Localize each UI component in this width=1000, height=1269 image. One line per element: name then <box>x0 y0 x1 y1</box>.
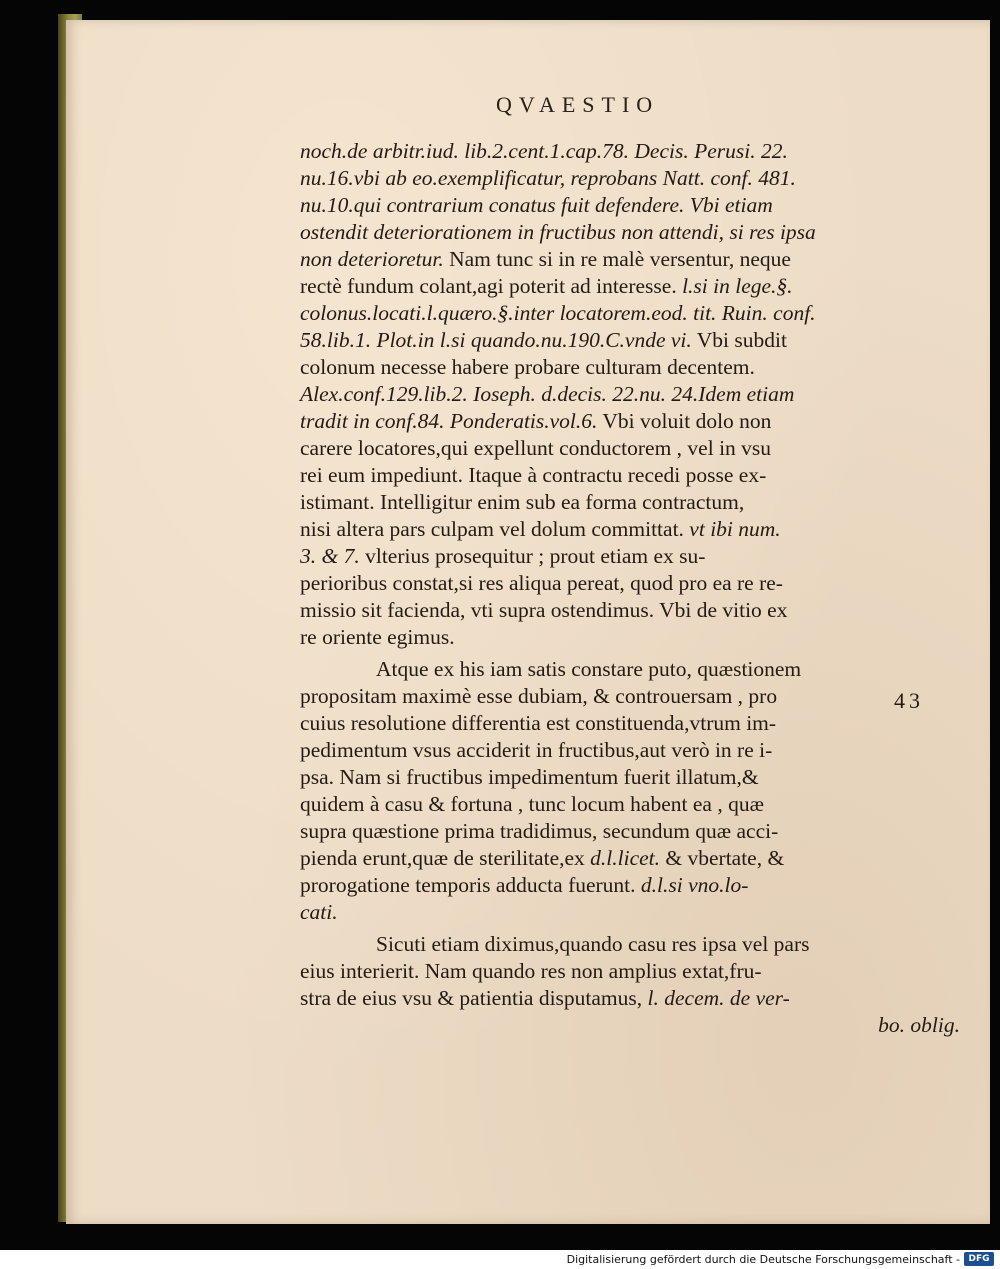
text-block <box>300 138 960 1039</box>
text-line <box>300 764 960 791</box>
running-header: QVAESTIO <box>496 92 660 117</box>
text-line <box>300 791 960 818</box>
body-text: rei eum impediunt. Itaque à contractu recedi posse ex- <box>300 463 767 487</box>
text-line <box>300 570 960 597</box>
citation-text: bo. oblig. <box>878 1013 960 1037</box>
text-line <box>300 818 960 845</box>
citation-text: tradit in conf.84. Ponderatis.vol.6. <box>300 409 598 433</box>
body-text: rectè fundum colant,agi poterit ad interesse. <box>300 274 683 298</box>
body-text: psa. Nam si fructibus impedimentum fuerit illatum,& <box>300 765 759 789</box>
body-text: Nam tunc si in re malè versentur, neque <box>443 247 791 271</box>
body-text: Atque ex his iam satis constare puto, quæstionem <box>376 657 802 681</box>
body-text: pedimentum vsus acciderit in fructibus,aut verò in re i- <box>300 738 773 762</box>
citation-text: nu.10.qui contrarium conatus fuit defendere. Vbi etiam <box>300 193 773 217</box>
citation-text: ostendit deteriorationem in fructibus non attendi, si res ipsa <box>300 220 816 244</box>
text-line <box>300 219 960 246</box>
text-line <box>300 543 960 570</box>
page-number: 43 <box>894 688 924 713</box>
funding-credit: Digitalisierung gefördert durch die Deutsche Forschungsgemeinschaft - <box>566 1253 960 1266</box>
text-line <box>300 327 960 354</box>
body-text: perioribus constat,si res aliqua pereat, quod pro ea re re- <box>300 571 783 595</box>
body-text: stra de eius vsu & patientia disputamus, <box>300 986 648 1010</box>
body-text: nisi altera pars culpam vel dolum committat. <box>300 517 690 541</box>
text-line <box>300 845 960 872</box>
body-text: Vbi voluit dolo non <box>597 409 772 433</box>
citation-text: 3. & 7. <box>300 544 360 568</box>
text-line <box>300 462 960 489</box>
text-line <box>300 138 960 165</box>
text-line <box>300 656 960 683</box>
text-line <box>300 624 960 651</box>
footer-bar <box>0 1250 1000 1269</box>
text-line <box>300 192 960 219</box>
citation-text: d.l.si vno.lo- <box>640 873 749 897</box>
citation-text: vt ibi num. <box>689 517 781 541</box>
text-line <box>300 246 960 273</box>
body-text: prorogatione temporis adducta fuerunt. <box>300 873 641 897</box>
text-line <box>300 597 960 624</box>
text-line <box>300 489 960 516</box>
body-text: missio sit facienda, vti supra ostendimus. Vbi de vitio ex <box>300 598 788 622</box>
body-text: eius interierit. Nam quando res non amplius extat,fru- <box>300 959 762 983</box>
citation-text: 58.lib.1. Plot.in l.si quando.nu.190.C.vnde vi. <box>300 328 692 352</box>
citation-text: d.l.licet. <box>590 846 661 870</box>
body-text: quidem à casu & fortuna , tunc locum habent ea , quæ <box>300 792 764 816</box>
text-line <box>300 899 960 926</box>
book-page <box>66 20 990 1224</box>
body-text: Vbi subdit <box>691 328 787 352</box>
paragraph-2 <box>300 656 960 926</box>
body-text: pienda erunt,quæ de sterilitate,ex <box>300 846 591 870</box>
body-text: propositam maximè esse dubiam, & controuersam , pro <box>300 684 778 708</box>
body-text: cuius resolutione differentia est constituenda,vtrum im- <box>300 711 777 735</box>
body-text: colonum necesse habere probare culturam decentem. <box>300 355 755 379</box>
text-line <box>300 165 960 192</box>
text-line <box>300 985 960 1012</box>
citation-text: l.si in lege.§. <box>682 274 793 298</box>
text-line <box>300 273 960 300</box>
body-text: re oriente egimus. <box>300 625 455 649</box>
text-line <box>300 683 960 710</box>
body-text: Sicuti etiam diximus,quando casu res ipsa vel pars <box>376 932 810 956</box>
text-line <box>300 931 960 958</box>
text-line <box>300 435 960 462</box>
body-text: vlterius prosequitur ; prout etiam ex su- <box>359 544 706 568</box>
citation-text: l. decem. de ver- <box>647 986 790 1010</box>
text-line <box>300 737 960 764</box>
paragraph-1 <box>300 138 960 651</box>
body-text: & vbertate, & <box>660 846 785 870</box>
citation-text: colonus.locati.l.quæro.§.inter locatorem.eod. tit. Ruin. conf. <box>300 301 816 325</box>
citation-text: cati. <box>300 900 338 924</box>
body-text: carere locatores,qui expellunt conductorem , vel in vsu <box>300 436 772 460</box>
citation-text: Alex.conf.129.lib.2. Ioseph. d.decis. 22.nu. 24.Idem etiam <box>300 382 795 406</box>
citation-text: nu.16.vbi ab eo.exemplificatur, reprobans Natt. conf. 481. <box>300 166 796 190</box>
text-line <box>300 516 960 543</box>
text-line <box>300 872 960 899</box>
dfg-logo: DFG <box>964 1252 994 1266</box>
text-line <box>300 1012 960 1039</box>
text-line <box>300 354 960 381</box>
paragraph-3 <box>300 931 960 1039</box>
text-line <box>300 710 960 737</box>
text-line <box>300 958 960 985</box>
text-line <box>300 300 960 327</box>
body-text: supra quæstione prima tradidimus, secundum quæ acci- <box>300 819 779 843</box>
citation-text: non deterioretur. <box>300 247 444 271</box>
text-line <box>300 408 960 435</box>
body-text: istimant. Intelligitur enim sub ea forma contractum, <box>300 490 745 514</box>
text-line <box>300 381 960 408</box>
citation-text: noch.de arbitr.iud. lib.2.cent.1.cap.78. Decis. Perusi. 22. <box>300 139 788 163</box>
